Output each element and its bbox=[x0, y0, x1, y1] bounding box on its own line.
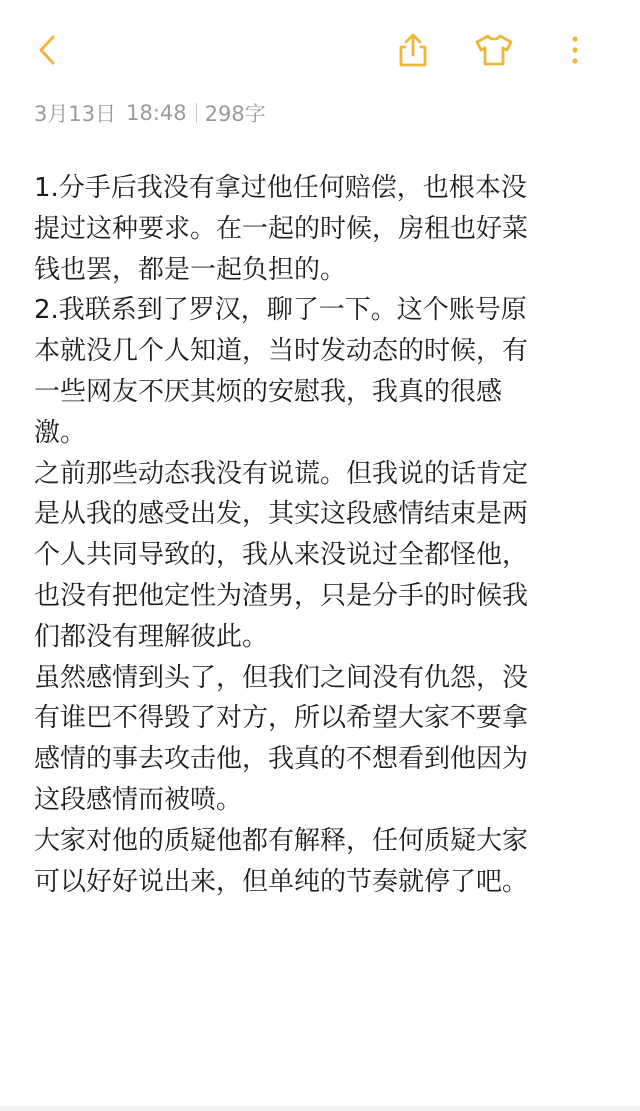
note-date: 3月13日 bbox=[34, 102, 117, 126]
note-text-line: 2.我联系到了罗汉，聊了一下。这个账号原 bbox=[34, 295, 527, 326]
note-text-line: 钱也罢，都是一起负担的。 bbox=[34, 254, 347, 285]
share-icon bbox=[393, 30, 433, 70]
note-time: 18:48 bbox=[126, 101, 187, 125]
note-text-line: 们都没有理解彼此。 bbox=[34, 621, 269, 652]
note-text-line: 可以好好说出来，但单纯的节奏就停了吧。 bbox=[34, 866, 529, 897]
theme-skin-button[interactable] bbox=[470, 26, 518, 74]
note-text-line: 一些网友不厌其烦的安慰我，我真的很感 bbox=[34, 376, 503, 407]
note-text-line: 有谁巴不得毁了对方，所以希望大家不要拿 bbox=[34, 703, 529, 734]
note-text-line: 本就没几个人知道，当时发动态的时候，有 bbox=[34, 336, 529, 367]
tshirt-icon bbox=[472, 30, 516, 70]
bottom-divider bbox=[0, 1106, 640, 1111]
word-count: 298字 bbox=[204, 102, 266, 126]
note-text-line: 激。 bbox=[34, 417, 87, 448]
note-meta bbox=[34, 98, 266, 128]
note-text-line: 感情的事去攻击他，我真的不想看到他因为 bbox=[34, 744, 529, 775]
note-text-line: 是从我的感受出发，其实这段感情结束是两 bbox=[34, 499, 529, 530]
meta-divider bbox=[196, 103, 197, 123]
note-text-line: 也没有把他定性为渣男，只是分手的时候我 bbox=[34, 580, 529, 611]
note-text-line: 大家对他的质疑他都有解释，任何质疑大家 bbox=[34, 825, 529, 856]
note-text-line: 之前那些动态我没有说谎。但我说的话肯定 bbox=[34, 458, 529, 489]
more-options-button[interactable] bbox=[551, 26, 599, 74]
note-toolbar bbox=[0, 0, 640, 96]
note-text-line: 这段感情而被喷。 bbox=[34, 784, 243, 815]
note-body[interactable] bbox=[34, 168, 614, 902]
note-text-line: 虽然感情到头了，但我们之间没有仇怨，没 bbox=[34, 662, 529, 693]
note-text-line: 提过这种要求。在一起的时候，房租也好菜 bbox=[34, 213, 529, 244]
more-vertical-icon bbox=[555, 30, 595, 70]
note-text-line: 个人共同导致的，我从来没说过全都怪他， bbox=[34, 540, 529, 571]
back-button[interactable] bbox=[24, 26, 72, 74]
chevron-left-icon bbox=[28, 30, 68, 70]
note-text-line: 1.分手后我没有拿过他任何赔偿，也根本没 bbox=[34, 173, 527, 203]
share-button[interactable] bbox=[389, 26, 437, 74]
